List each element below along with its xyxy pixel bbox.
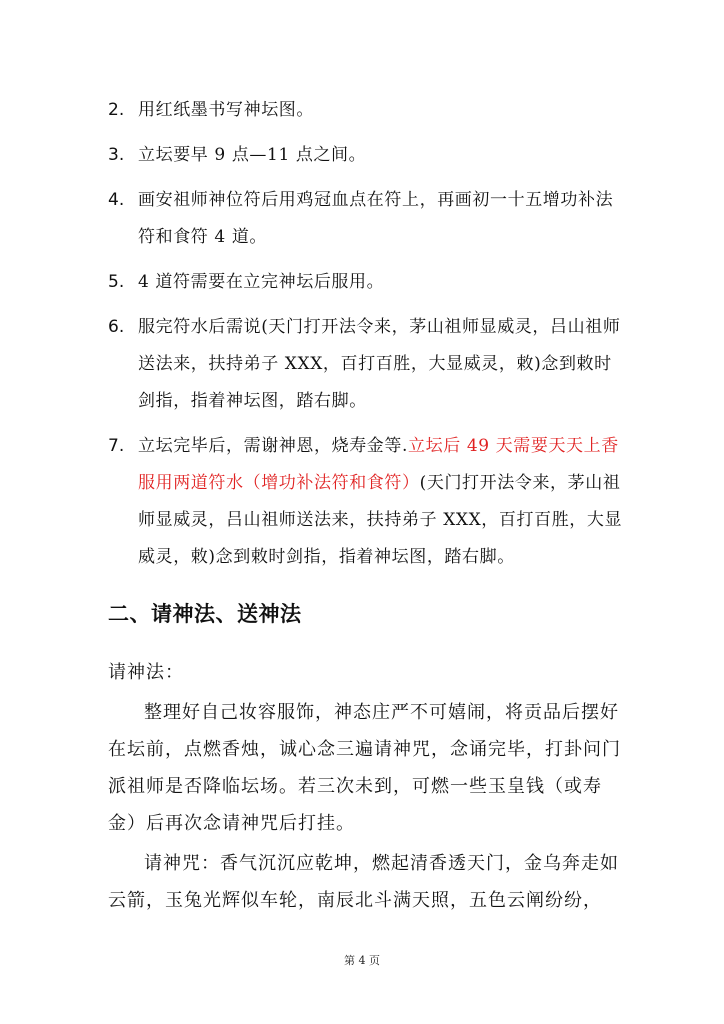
- list-item: [108, 92, 628, 129]
- list-text: [138, 428, 628, 576]
- numbered-list: [108, 92, 628, 584]
- highlight-text: 立坛后 49 天需要天天上香服用两道符水（增功补法符和食符）: [138, 436, 619, 493]
- paragraph: 请神咒：香气沉沉应乾坤，燃起清香透天门，金乌奔走如云箭，玉兔光辉似车轮，南辰北斗满天照，五色云阐纷纷，: [108, 853, 619, 911]
- list-item: [108, 264, 628, 301]
- subheading: 请神法：: [108, 662, 184, 683]
- list-number: 2.: [108, 100, 125, 120]
- list-item: [108, 309, 628, 420]
- list-text-before: 立坛完毕后，需谢神恩，烧寿金等.: [138, 436, 409, 456]
- list-number: 7.: [108, 436, 125, 456]
- list-item: [108, 137, 628, 174]
- list-text: 画安祖师神位符后用鸡冠血点在符上，再画初一十五增功补法符和食符 4 道。: [138, 190, 614, 247]
- page-number: 第 4 页: [344, 954, 380, 967]
- list-number: 6.: [108, 317, 125, 337]
- list-item: [108, 428, 628, 576]
- section-heading: 二、请神法、送神法: [108, 602, 302, 626]
- list-number: 4.: [108, 190, 125, 210]
- list-text: 立坛要早 9 点—11 点之间。: [138, 145, 367, 165]
- paragraph: 整理好自己妆容服饰，神态庄严不可嬉闹，将贡品后摆好在坛前，点燃香烛，诚心念三遍请神咒，念诵完毕，打卦问门派祖师是否降临坛场。若三次未到，可燃一些玉皇钱（或寿金）后再次念请神咒后打挂。: [108, 702, 621, 834]
- list-item: [108, 182, 628, 256]
- list-number: 3.: [108, 145, 125, 165]
- list-text: 用红纸墨书写神坛图。: [138, 100, 314, 120]
- list-text: 服完符水后需说(天门打开法令来，茅山祖师显威灵，吕山祖师送法来，扶持弟子 XXX，百打百胜，大显威灵，敕)念到敕时剑指，指着神坛图，踏右脚。: [138, 317, 621, 411]
- list-text-after: (天门打开法令来，茅山祖师显威灵，吕山祖师送法来，扶持弟子 XXX，百打百胜，大显威灵，敕)念到敕时剑指，指着神坛图，踏右脚。: [138, 473, 623, 567]
- list-text: 4 道符需要在立完神坛后服用。: [138, 272, 385, 292]
- list-number: 5.: [108, 272, 125, 292]
- section-body: [108, 654, 628, 922]
